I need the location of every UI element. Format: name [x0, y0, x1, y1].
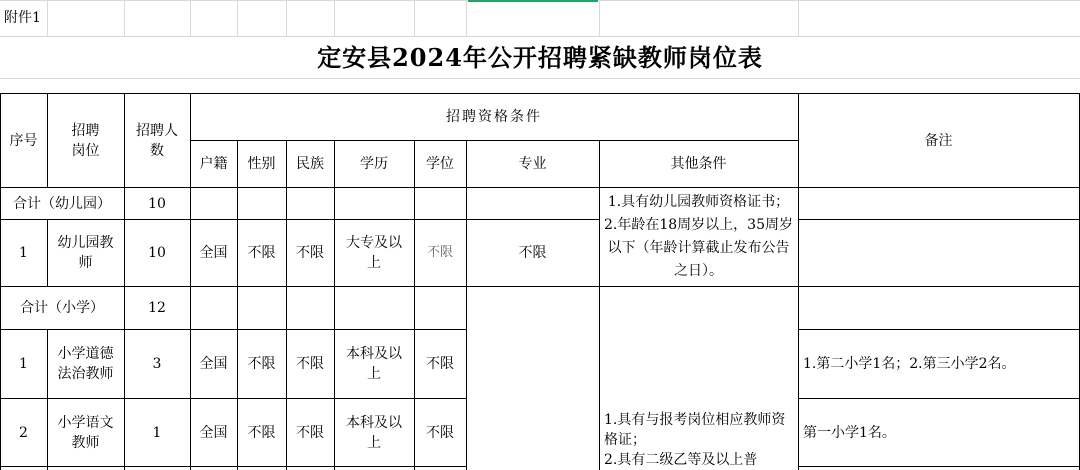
kindergarten-total-count[interactable]: 10	[148, 195, 166, 212]
table-row-remark[interactable]: 第一小学1名。	[803, 424, 896, 441]
page-title[interactable]: 定安县2024年公开招聘紧缺教师岗位表	[317, 43, 763, 72]
attachment-label[interactable]: 附件1	[4, 10, 41, 26]
kindergarten-other-conditions[interactable]: 1.具有幼儿园教师资格证书；2.年龄在18周岁以上，35周岁以下（年龄计算截止发布公告之日）。	[604, 194, 793, 279]
header-education[interactable]: 学历	[360, 156, 388, 172]
table-row-degree[interactable]: 不限	[426, 245, 453, 260]
selected-cell-marker	[468, 0, 598, 2]
table-row-education[interactable]: 本科及以 上	[346, 346, 402, 382]
table-row-position[interactable]: 幼儿园教 师	[57, 235, 114, 271]
table-row-count[interactable]: 3	[152, 356, 162, 372]
gridline	[286, 0, 287, 36]
primary-total-count[interactable]: 12	[148, 300, 166, 316]
header-household[interactable]: 户籍	[199, 156, 228, 172]
gridline	[0, 78, 1080, 79]
table-row-degree[interactable]: 不限	[426, 356, 454, 372]
table-row-count[interactable]: 1	[152, 424, 162, 441]
gridline	[334, 0, 335, 36]
table-row-major[interactable]: 不限	[518, 245, 547, 261]
gridline	[798, 0, 799, 36]
table-row-gender[interactable]: 不限	[247, 356, 276, 372]
header-position[interactable]: 招聘 岗位	[71, 122, 100, 159]
header-gender[interactable]: 性别	[247, 156, 276, 172]
table-row-household[interactable]: 全国	[199, 356, 228, 372]
table-row-ethnicity[interactable]: 不限	[296, 356, 324, 372]
header-major[interactable]: 专业	[518, 156, 547, 172]
table-row-seq[interactable]: 1	[19, 245, 28, 261]
table-border	[0, 466, 466, 467]
header-remarks[interactable]: 备注	[924, 132, 953, 149]
header-ethnicity[interactable]: 民族	[296, 156, 324, 172]
table-row-position[interactable]: 小学语文 教师	[57, 414, 114, 451]
header-other[interactable]: 其他条件	[670, 156, 727, 172]
table-row-degree[interactable]: 不限	[426, 424, 454, 441]
table-row-seq[interactable]: 2	[19, 424, 28, 441]
table-row-ethnicity[interactable]: 不限	[296, 424, 324, 441]
header-qualifications[interactable]: 招聘资格条件	[446, 109, 542, 125]
header-count[interactable]: 招聘人 数	[136, 122, 178, 159]
primary-total-label[interactable]: 合计（小学）	[20, 300, 104, 316]
table-row-education[interactable]: 本科及以 上	[346, 414, 402, 451]
table-border	[798, 219, 1080, 220]
table-row-position[interactable]: 小学道德 法治教师	[57, 346, 114, 382]
table-row-remark[interactable]: 1.第二小学1名；2.第三小学2名。	[803, 356, 1016, 372]
table-row-education[interactable]: 大专及以 上	[346, 235, 402, 271]
gridline	[47, 0, 48, 36]
table-row-seq[interactable]: 1	[19, 356, 28, 372]
gridline	[599, 0, 600, 36]
gridline	[124, 0, 125, 36]
table-row-gender[interactable]: 不限	[247, 424, 276, 441]
gridline	[414, 0, 415, 36]
header-degree[interactable]: 学位	[426, 156, 454, 172]
primary-other-conditions[interactable]: 1.具有与报考岗位相应教师资格证； 2.具有二级乙等及以上普	[604, 412, 786, 468]
gridline	[190, 0, 191, 36]
table-row-ethnicity[interactable]: 不限	[296, 245, 324, 261]
table-border	[466, 140, 467, 470]
gridline	[466, 0, 467, 36]
table-border	[798, 466, 1080, 467]
gridline	[237, 0, 238, 36]
table-row-gender[interactable]: 不限	[247, 245, 276, 261]
table-row-household[interactable]: 全国	[199, 424, 228, 441]
gridline	[0, 36, 1080, 37]
kindergarten-total-label[interactable]: 合计（幼儿园）	[13, 195, 111, 212]
table-row-count[interactable]: 10	[148, 245, 166, 261]
table-row-household[interactable]: 全国	[199, 245, 228, 261]
header-seq[interactable]: 序号	[9, 132, 38, 149]
